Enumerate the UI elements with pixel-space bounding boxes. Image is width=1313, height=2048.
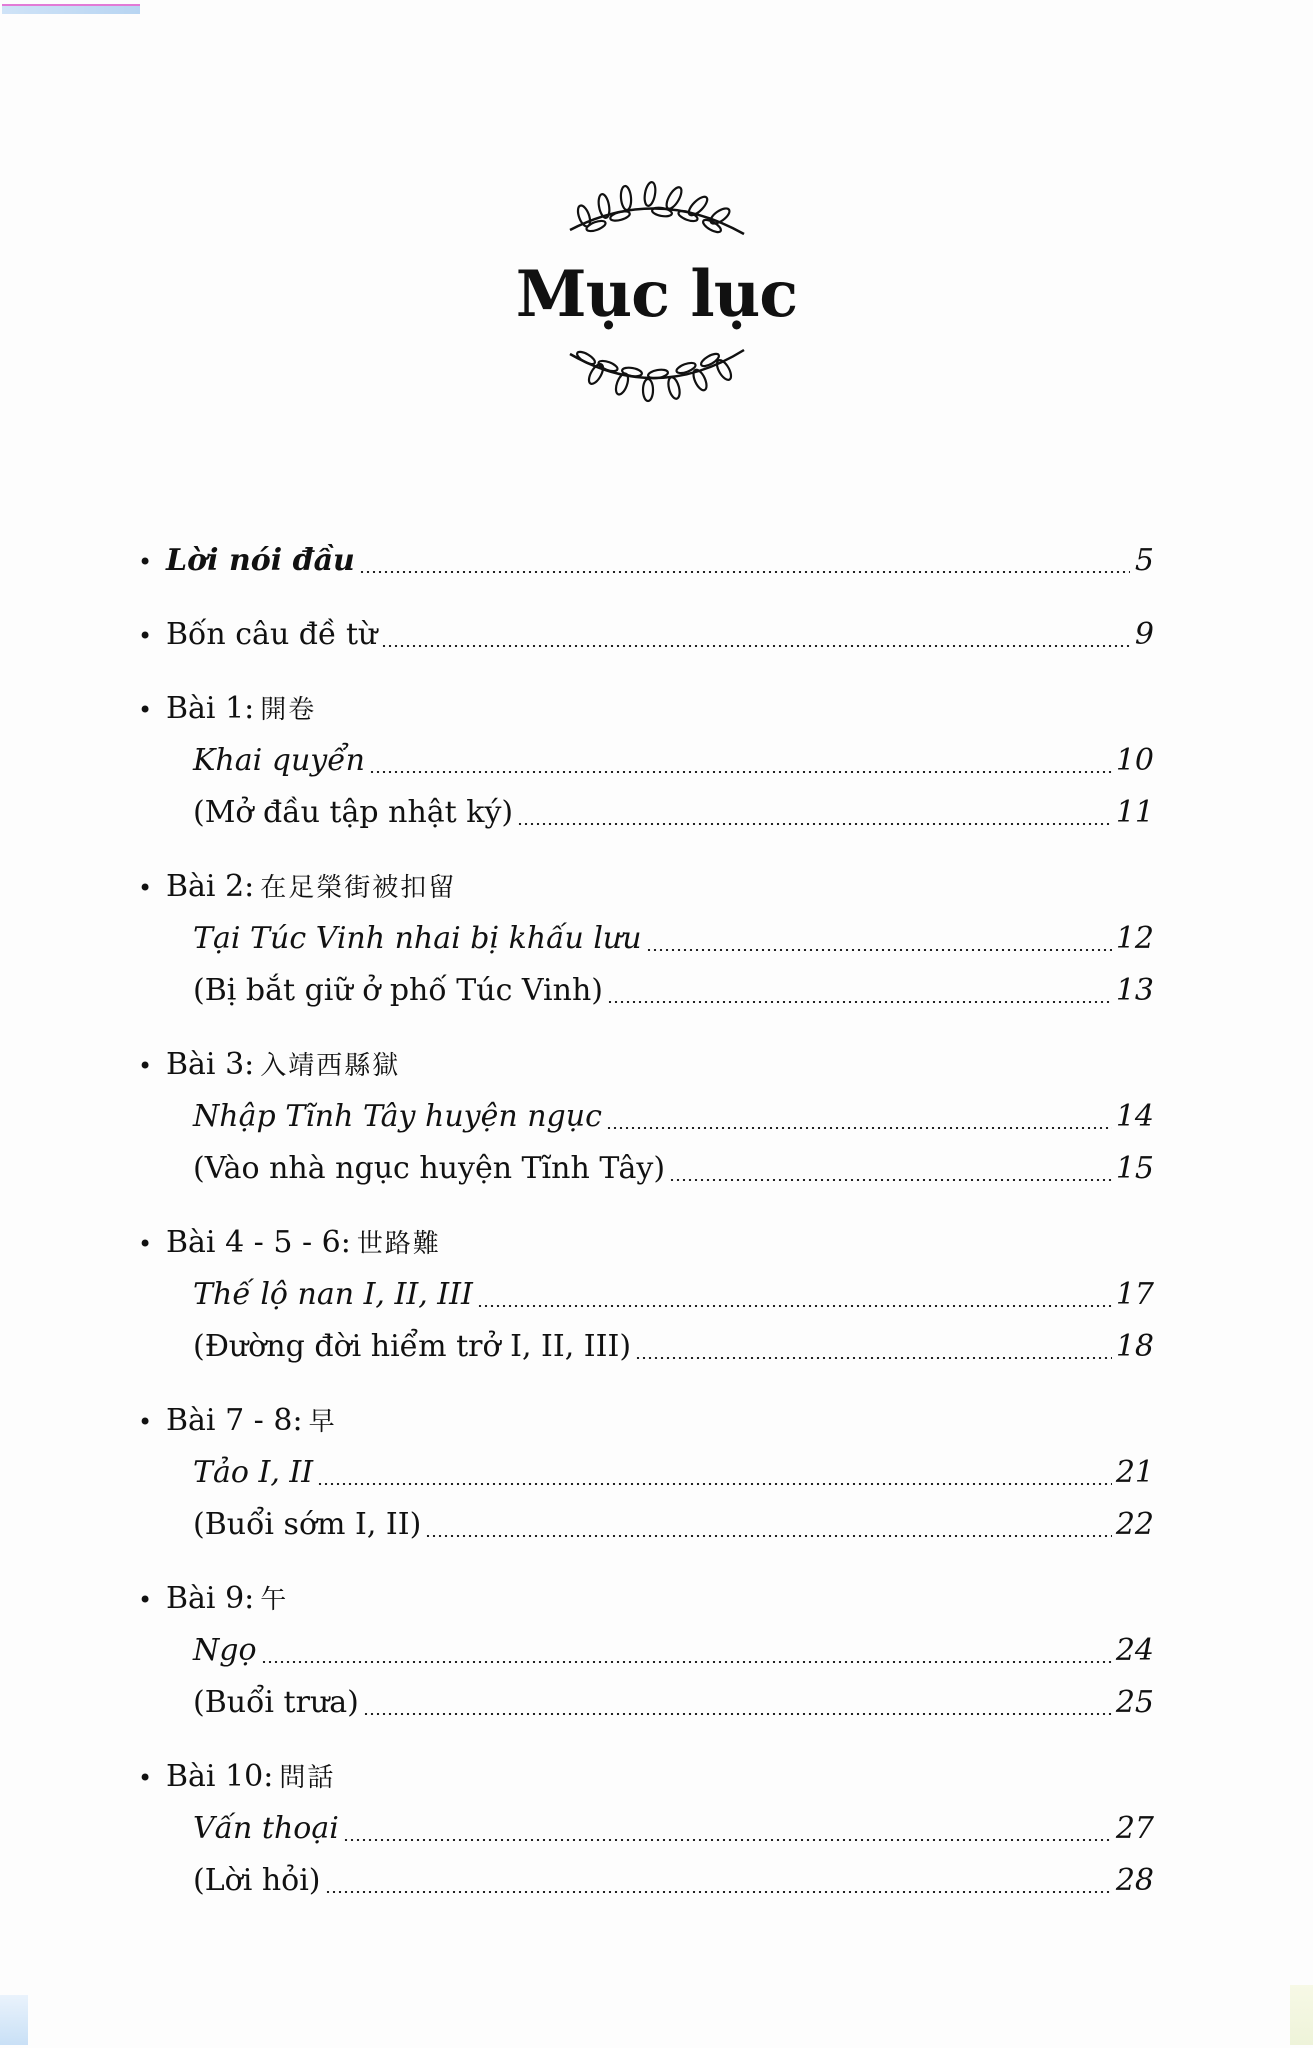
dot-leader bbox=[635, 1357, 1112, 1359]
dot-leader bbox=[669, 1179, 1112, 1181]
toc-entry-label: Ngọ bbox=[193, 1633, 257, 1668]
page-number: 13 bbox=[1115, 973, 1154, 1008]
dot-leader bbox=[317, 1483, 1112, 1485]
section-heading bbox=[138, 1751, 1154, 1803]
laurel-bottom-icon bbox=[562, 344, 752, 406]
page-number: 18 bbox=[1115, 1329, 1154, 1364]
toc-entry[interactable] bbox=[138, 1269, 1154, 1321]
toc-entry[interactable] bbox=[138, 1625, 1154, 1677]
toc-entry-label: Lời nói đầu bbox=[166, 543, 355, 578]
toc-entry[interactable] bbox=[138, 1447, 1154, 1499]
section-label: Bài 9: bbox=[166, 1581, 255, 1616]
toc-entry[interactable] bbox=[138, 1321, 1154, 1373]
toc-entry[interactable] bbox=[138, 1143, 1154, 1195]
bullet-icon: • bbox=[138, 1586, 153, 1614]
toc-entry[interactable] bbox=[138, 1091, 1154, 1143]
toc-entry-label: Bốn câu đề từ bbox=[166, 617, 378, 652]
section-label: Bài 4 - 5 - 6: bbox=[166, 1225, 351, 1260]
toc-entry-label: (Mở đầu tập nhật ký) bbox=[193, 795, 514, 830]
toc-entry-label: Tảo I, II bbox=[193, 1455, 314, 1490]
section-hanzi: 開卷 bbox=[260, 695, 317, 725]
dot-leader bbox=[425, 1535, 1111, 1537]
page-number: 28 bbox=[1115, 1863, 1154, 1898]
dot-leader bbox=[363, 1713, 1112, 1715]
page-title: Mục lục bbox=[515, 257, 798, 332]
toc-entry[interactable] bbox=[138, 609, 1154, 661]
page-number: 25 bbox=[1115, 1685, 1154, 1720]
dot-leader bbox=[261, 1661, 1112, 1663]
dot-leader bbox=[607, 1001, 1112, 1003]
table-of-contents bbox=[138, 535, 1154, 1907]
section-heading bbox=[138, 683, 1154, 735]
bullet-icon: • bbox=[138, 874, 153, 902]
dot-leader bbox=[369, 771, 1112, 773]
scan-edge-mark bbox=[0, 1995, 28, 2045]
dot-leader bbox=[517, 823, 1112, 825]
section-hanzi: 世路難 bbox=[356, 1229, 441, 1259]
page-number: 5 bbox=[1134, 543, 1154, 578]
toc-entry[interactable] bbox=[138, 1677, 1154, 1729]
toc-entry-label: Vấn thoại bbox=[193, 1811, 339, 1846]
page-number: 21 bbox=[1115, 1455, 1154, 1490]
dot-leader bbox=[359, 571, 1130, 573]
toc-entry-label: Thế lộ nan I, II, III bbox=[193, 1277, 473, 1312]
section-label: Bài 7 - 8: bbox=[166, 1403, 303, 1438]
toc-entry-label: (Lời hỏi) bbox=[193, 1863, 321, 1898]
toc-entry-label: (Buổi sớm I, II) bbox=[193, 1507, 422, 1542]
dot-leader bbox=[477, 1305, 1112, 1307]
section-hanzi: 早 bbox=[308, 1407, 337, 1437]
page-number: 9 bbox=[1134, 617, 1154, 652]
section-label: Bài 1: bbox=[166, 691, 255, 726]
bullet-icon: • bbox=[138, 548, 153, 576]
toc-entry[interactable] bbox=[138, 535, 1154, 587]
section-heading bbox=[138, 861, 1154, 913]
page-number: 12 bbox=[1115, 921, 1154, 956]
page-number: 24 bbox=[1115, 1633, 1154, 1668]
toc-entry-label: Tại Túc Vinh nhai bị khấu lưu bbox=[193, 921, 642, 956]
scan-edge-mark bbox=[1290, 1985, 1313, 2045]
toc-entry[interactable] bbox=[138, 735, 1154, 787]
toc-entry-label: (Vào nhà ngục huyện Tĩnh Tây) bbox=[193, 1151, 666, 1186]
section-hanzi: 問話 bbox=[279, 1763, 336, 1793]
dot-leader bbox=[646, 949, 1112, 951]
page-number: 22 bbox=[1115, 1507, 1154, 1542]
dot-leader bbox=[606, 1127, 1112, 1129]
section-hanzi: 在足榮街被扣留 bbox=[260, 873, 457, 903]
toc-entry[interactable] bbox=[138, 913, 1154, 965]
section-hanzi: 午 bbox=[260, 1585, 289, 1615]
page-number: 15 bbox=[1115, 1151, 1154, 1186]
toc-entry[interactable] bbox=[138, 787, 1154, 839]
toc-entry-label: Nhập Tĩnh Tây huyện ngục bbox=[193, 1099, 602, 1134]
bullet-icon: • bbox=[138, 1230, 153, 1258]
toc-entry-label: (Đường đời hiểm trở I, II, III) bbox=[193, 1329, 632, 1364]
laurel-top-icon bbox=[562, 180, 752, 242]
toc-entry[interactable] bbox=[138, 1855, 1154, 1907]
toc-header bbox=[0, 180, 1313, 406]
toc-entry[interactable] bbox=[138, 965, 1154, 1017]
toc-entry-label: Khai quyển bbox=[193, 743, 366, 778]
section-label: Bài 10: bbox=[166, 1759, 274, 1794]
dot-leader bbox=[325, 1891, 1112, 1893]
section-hanzi: 入靖西縣獄 bbox=[260, 1051, 401, 1081]
scan-edge-mark bbox=[2, 4, 140, 14]
toc-entry[interactable] bbox=[138, 1499, 1154, 1551]
toc-entry-label: (Bị bắt giữ ở phố Túc Vinh) bbox=[193, 973, 603, 1008]
page-number: 27 bbox=[1115, 1811, 1154, 1846]
toc-entry[interactable] bbox=[138, 1803, 1154, 1855]
page-number: 14 bbox=[1115, 1099, 1154, 1134]
bullet-icon: • bbox=[138, 1408, 153, 1436]
bullet-icon: • bbox=[138, 696, 153, 724]
bullet-icon: • bbox=[138, 1764, 153, 1792]
bullet-icon: • bbox=[138, 622, 153, 650]
page-number: 11 bbox=[1115, 795, 1154, 830]
section-heading bbox=[138, 1395, 1154, 1447]
dot-leader bbox=[343, 1839, 1112, 1841]
page-number: 17 bbox=[1115, 1277, 1154, 1312]
bullet-icon: • bbox=[138, 1052, 153, 1080]
page-number: 10 bbox=[1115, 743, 1154, 778]
section-heading bbox=[138, 1217, 1154, 1269]
dot-leader bbox=[381, 645, 1130, 647]
section-heading bbox=[138, 1039, 1154, 1091]
section-label: Bài 3: bbox=[166, 1047, 255, 1082]
section-heading bbox=[138, 1573, 1154, 1625]
toc-entry-label: (Buổi trưa) bbox=[193, 1685, 359, 1720]
section-label: Bài 2: bbox=[166, 869, 255, 904]
